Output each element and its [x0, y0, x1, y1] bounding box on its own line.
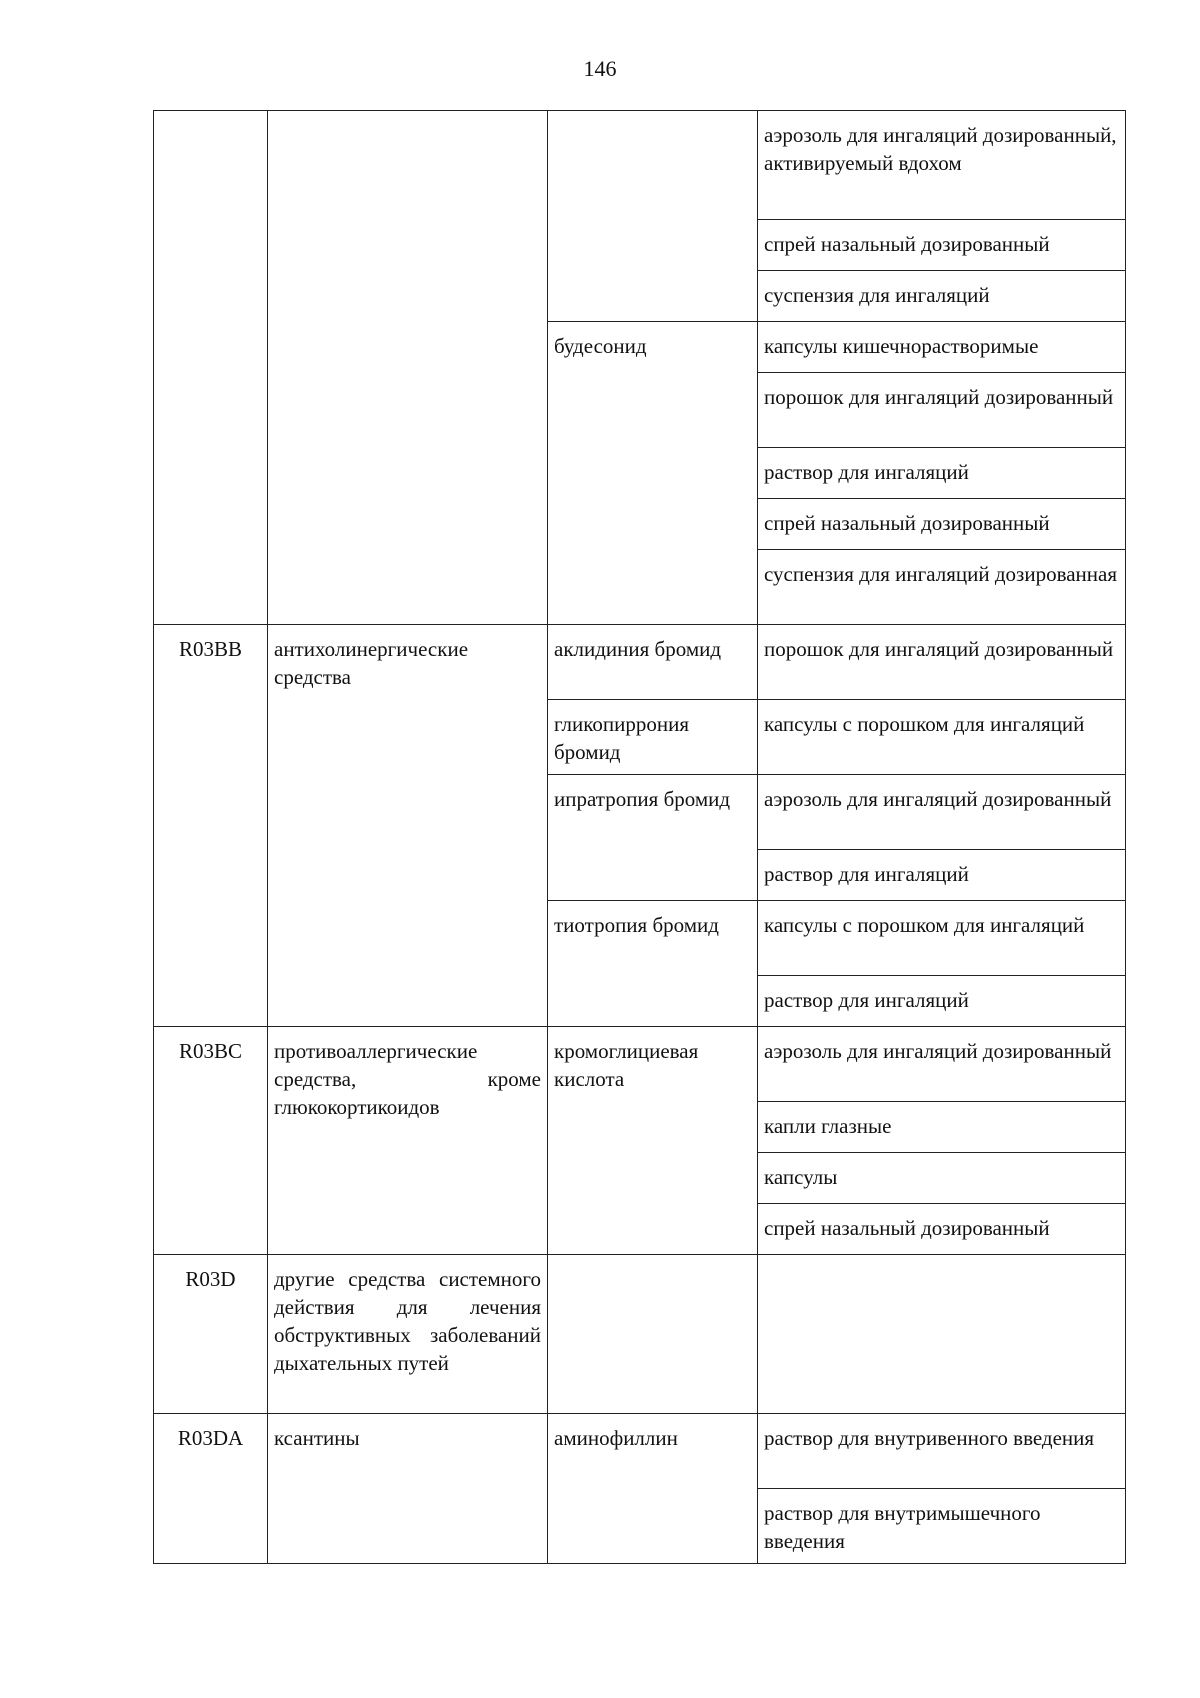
table-row [154, 1255, 1126, 1414]
dosage-form-cell: капсулы с порошком для ингаляций [758, 700, 1126, 775]
group-cell: ксантины [268, 1414, 548, 1564]
dosage-form-cell: порошок для ингаляций дозированный [758, 625, 1126, 700]
group-cell: антихолинергические средства [268, 625, 548, 1027]
group-cell: другие средства системного действия для лечения обструктивных заболеваний дыхательных путей [268, 1255, 548, 1414]
dosage-form-cell: аэрозоль для ингаляций дозированный, активируемый вдохом [758, 111, 1126, 220]
drug-table [153, 110, 1126, 1564]
dosage-form-cell: спрей назальный дозированный [758, 1204, 1126, 1255]
dosage-form-cell: порошок для ингаляций дозированный [758, 373, 1126, 448]
table-row [154, 111, 1126, 220]
substance-cell: будесонид [548, 322, 758, 625]
substance-cell [548, 1255, 758, 1414]
substance-cell [548, 111, 758, 322]
atc-code-cell: R03D [154, 1255, 268, 1414]
dosage-form-cell: спрей назальный дозированный [758, 220, 1126, 271]
substance-cell: гликопиррония бромид [548, 700, 758, 775]
substance-cell: ипратропия бромид [548, 775, 758, 901]
table-row [154, 1414, 1126, 1489]
dosage-form-cell: раствор для внутривенного введения [758, 1414, 1126, 1489]
atc-code-cell [154, 111, 268, 625]
dosage-form-cell: капсулы кишечнорастворимые [758, 322, 1126, 373]
dosage-form-cell: раствор для ингаляций [758, 448, 1126, 499]
dosage-form-cell [758, 1255, 1126, 1414]
dosage-form-cell: аэрозоль для ингаляций дозированный [758, 775, 1126, 850]
dosage-form-cell: раствор для ингаляций [758, 976, 1126, 1027]
dosage-form-cell: суспензия для ингаляций дозированная [758, 550, 1126, 625]
dosage-form-cell: спрей назальный дозированный [758, 499, 1126, 550]
dosage-form-cell: капли глазные [758, 1102, 1126, 1153]
group-cell: противоаллергические средства, кроме глюкокортикоидов [268, 1027, 548, 1255]
table-row [154, 1027, 1126, 1102]
substance-cell: аклидиния бромид [548, 625, 758, 700]
atc-code-cell: R03BB [154, 625, 268, 1027]
atc-code-cell: R03DA [154, 1414, 268, 1564]
dosage-form-cell: капсулы с порошком для ингаляций [758, 901, 1126, 976]
dosage-form-cell: раствор для ингаляций [758, 850, 1126, 901]
substance-cell: аминофиллин [548, 1414, 758, 1564]
page-number: 146 [583, 56, 617, 81]
substance-cell: кромоглициевая кислота [548, 1027, 758, 1255]
table-row [154, 625, 1126, 700]
group-cell [268, 111, 548, 625]
dosage-form-cell: капсулы [758, 1153, 1126, 1204]
dosage-form-cell: аэрозоль для ингаляций дозированный [758, 1027, 1126, 1102]
atc-code-cell: R03BC [154, 1027, 268, 1255]
dosage-form-cell: раствор для внутримышечного введения [758, 1489, 1126, 1564]
dosage-form-cell: суспензия для ингаляций [758, 271, 1126, 322]
substance-cell: тиотропия бромид [548, 901, 758, 1027]
